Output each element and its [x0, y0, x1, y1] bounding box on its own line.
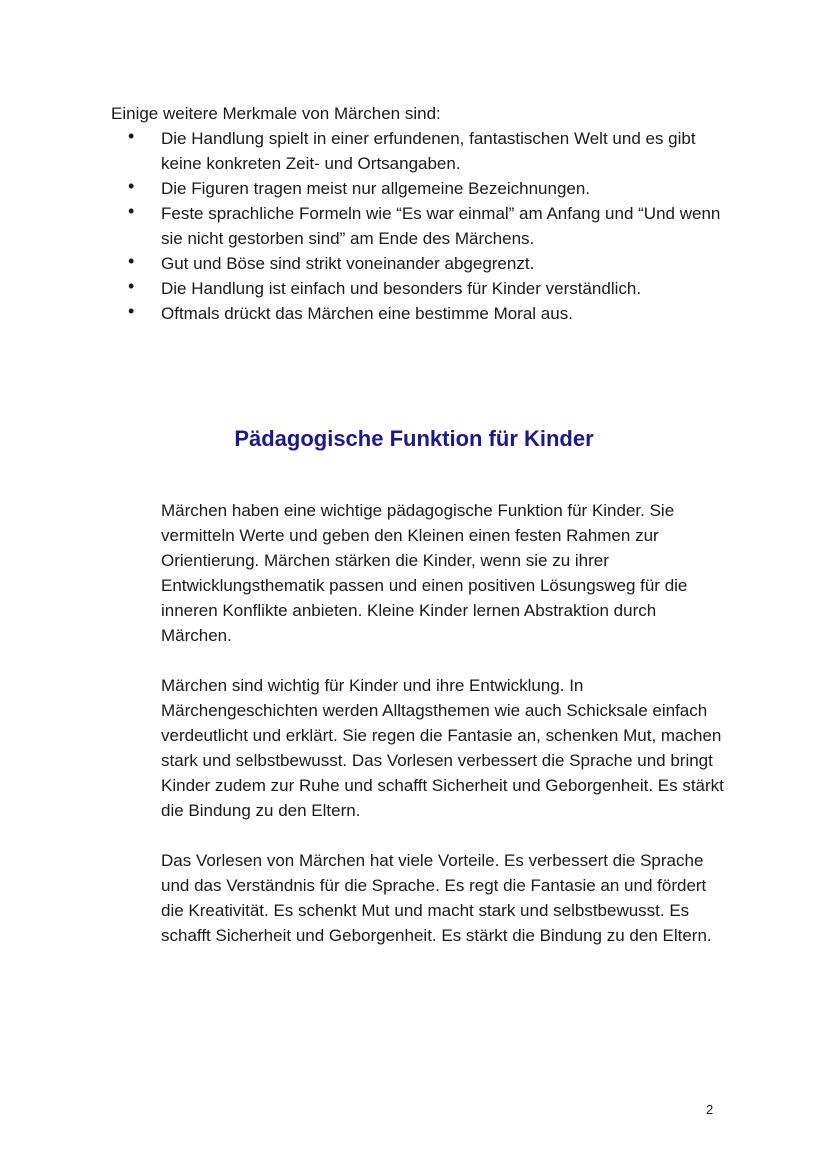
list-item [111, 251, 721, 276]
list-item [111, 126, 721, 176]
list-item-text: Feste sprachliche Formeln wie “Es war einmal” am Anfang und “Und wenn sie nicht gestorben sind” am Ende des Märchens. [161, 204, 721, 248]
bullet-icon: • [128, 301, 135, 321]
list-item-text: Die Figuren tragen meist nur allgemeine Bezeichnungen. [161, 179, 591, 198]
list-item [111, 276, 721, 301]
list-item-text: Die Handlung ist einfach und besonders für Kinder verständlich. [161, 279, 642, 298]
list-item-text: Die Handlung spielt in einer erfundenen, fantastischen Welt und es gibt keine konkreten Zeit- und Ortsangaben. [161, 129, 696, 173]
list-item [111, 176, 721, 201]
bullet-icon: • [128, 251, 135, 271]
bullet-icon: • [128, 176, 135, 196]
bullet-icon: • [128, 126, 135, 146]
list-item [111, 201, 721, 251]
intro-text: Einige weitere Merkmale von Märchen sind: [111, 104, 441, 123]
bullet-icon: • [128, 201, 135, 221]
paragraph: Märchen sind wichtig für Kinder und ihre Entwicklung. In Märchengeschichten werden Alltagsthemen wie auch Schicksale einfach verdeutlicht und erklärt. Sie regen die Fantasie an, schenken Mut, machen stark und selbstbewusst. Das Vorlesen verbessert die Sprache und bringt Kinder zudem zur Ruhe und schafft Sicherheit und Geborgenheit. Es stärkt die Bindung zu den Eltern. [161, 676, 724, 820]
section-heading: Pädagogische Funktion für Kinder [234, 426, 594, 451]
bullet-icon: • [128, 276, 135, 296]
paragraph: Das Vorlesen von Märchen hat viele Vorteile. Es verbessert die Sprache und das Verständnis für die Sprache. Es regt die Fantasie an und fördert die Kreativität. Es schenkt Mut und macht stark und selbstbewusst. Es schafft Sicherheit und Geborgenheit. Es stärkt die Bindung zu den Eltern. [161, 851, 712, 945]
page-number: 2 [706, 1102, 714, 1117]
paragraph: Märchen haben eine wichtige pädagogische Funktion für Kinder. Sie vermitteln Werte und geben den Kleinen einen festen Rahmen zur Orientierung. Märchen stärken die Kinder, wenn sie zu ihrer Entwicklungsthematik passen und einen positiven Lösungsweg für die inneren Konflikte anbieten. Kleine Kinder lernen Abstraktion durch Märchen. [161, 501, 688, 645]
list-item-text: Oftmals drückt das Märchen eine bestimme Moral aus. [161, 304, 573, 323]
list-item [111, 301, 721, 326]
feature-list [111, 126, 721, 326]
list-item-text: Gut und Böse sind strikt voneinander abgegrenzt. [161, 254, 535, 273]
